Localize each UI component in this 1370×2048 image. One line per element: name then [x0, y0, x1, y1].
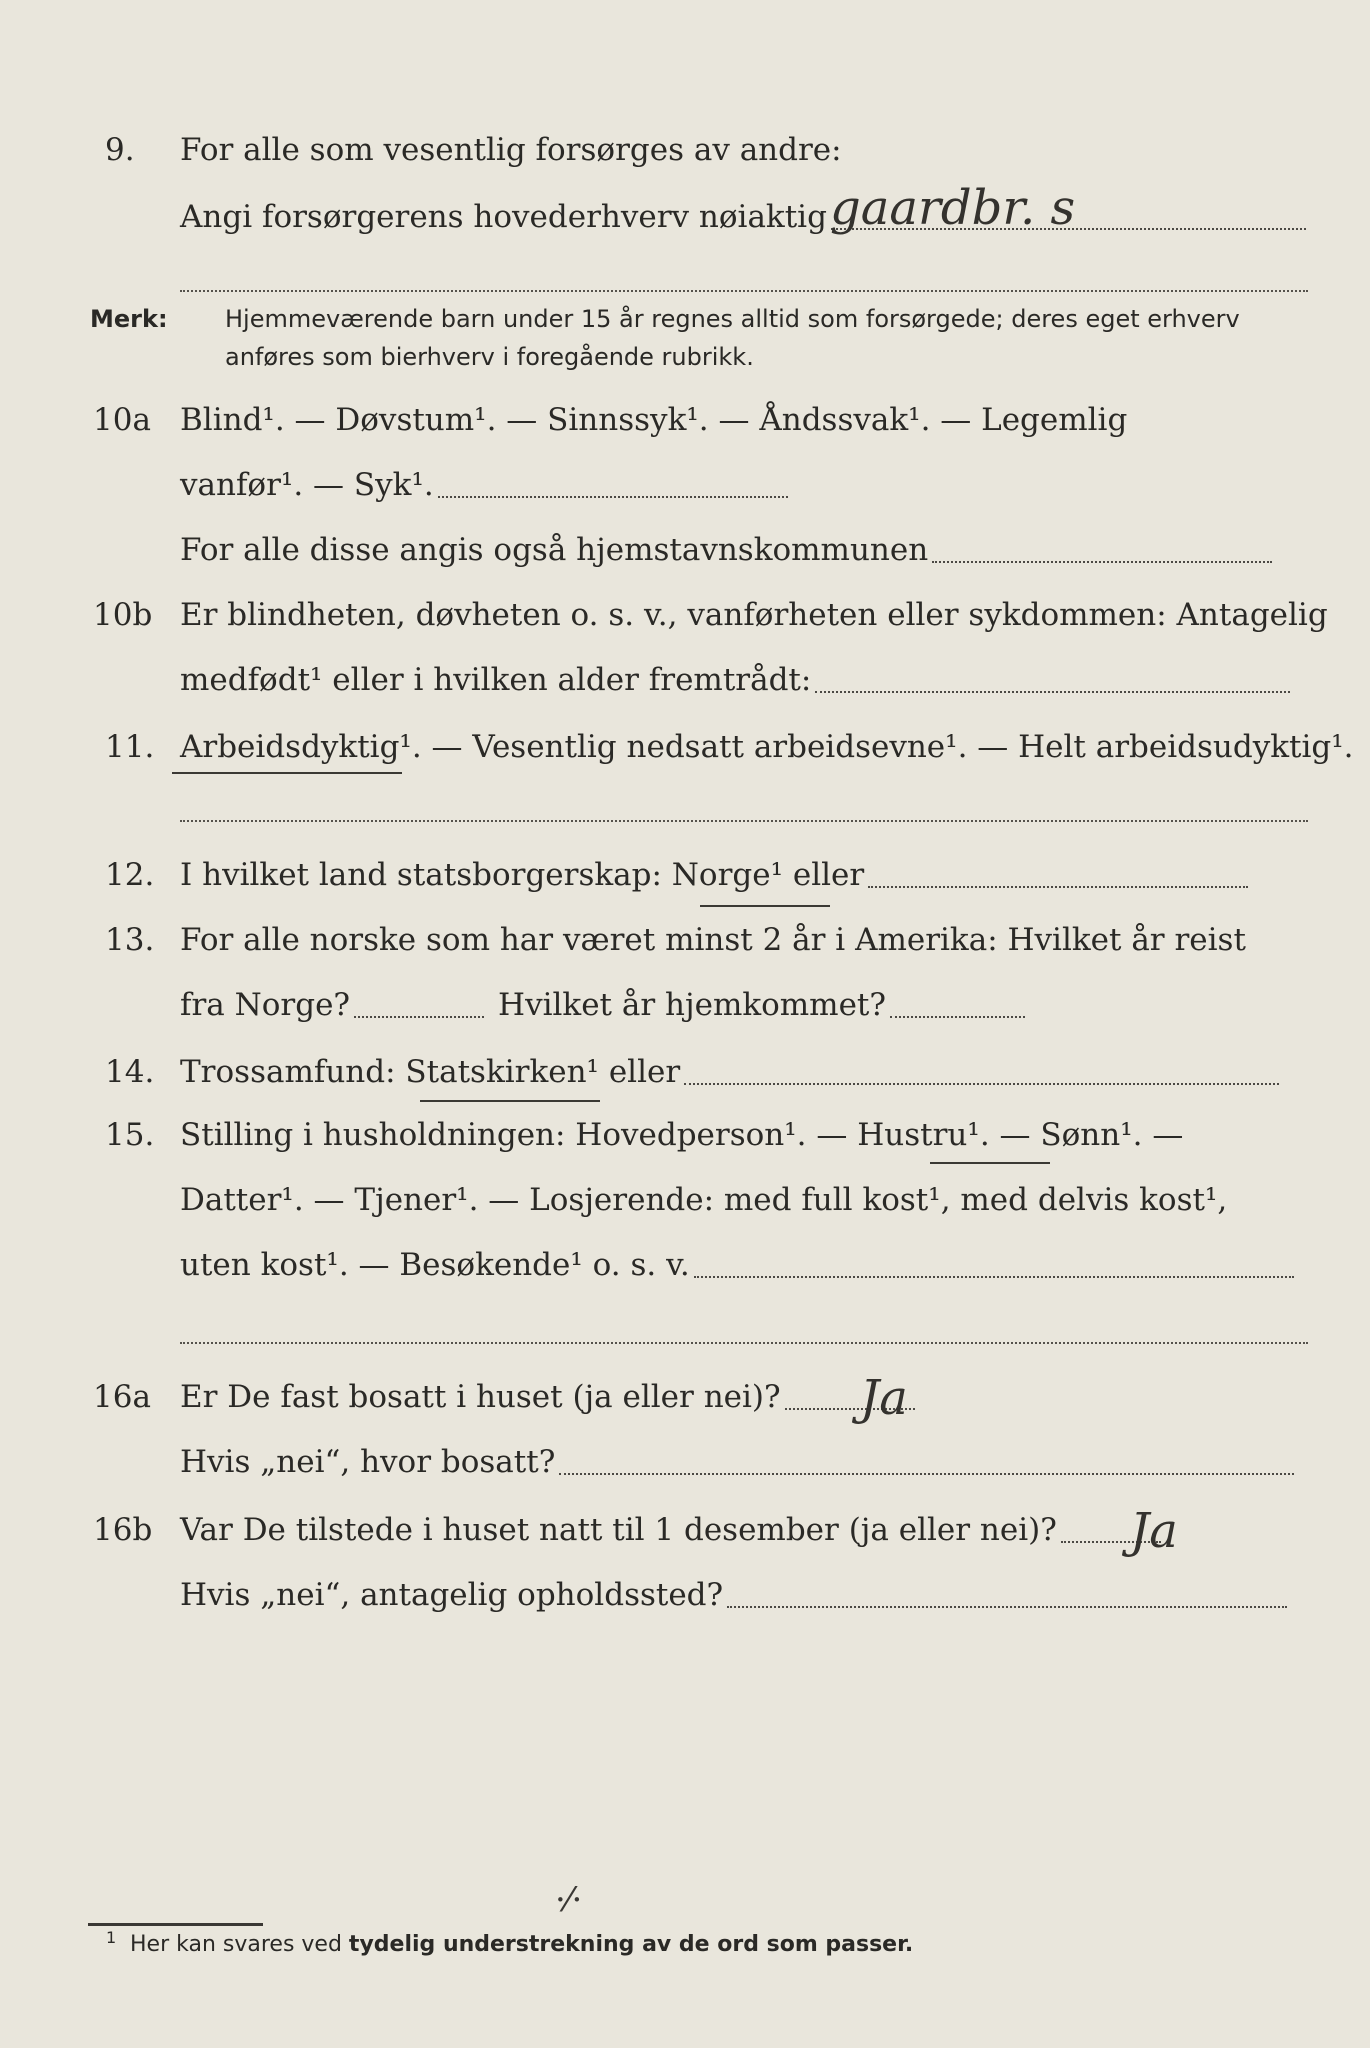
- q15-number: 15.: [105, 1117, 155, 1153]
- q12-handwritten-underline: [700, 905, 830, 907]
- q15-text3: uten kost¹. — Besøkende¹ o. s. v.: [180, 1247, 690, 1283]
- footnote: [106, 1928, 914, 1957]
- q15-text2: Datter¹. — Tjener¹. — Losjerende: med full kost¹, med delvis kost¹,: [180, 1182, 1228, 1218]
- q13-line2: [0, 980, 1370, 1030]
- q16b-handwritten-answer: Ja: [1130, 1503, 1178, 1559]
- q14-text: Trossamfund: Statskirken¹ eller: [180, 1054, 681, 1090]
- q10a-kommune-line: [932, 559, 1272, 563]
- q16a-bosatt-line: [559, 1471, 1294, 1475]
- q10a-text2: vanfør¹. — Syk¹.: [180, 467, 434, 503]
- q16a-line1: [0, 1372, 1370, 1422]
- footnote-text-plain: Her kan svares ved: [130, 1932, 342, 1957]
- q10a-text1: Blind¹. — Døvstum¹. — Sinnssyk¹. — Åndssvak¹. — Legemlig: [180, 402, 1128, 438]
- q13-reist-line: [354, 1014, 484, 1018]
- q14-number: 14.: [105, 1054, 155, 1090]
- q16a-line2: [0, 1437, 1370, 1487]
- q10b-line1: [0, 590, 1370, 640]
- q12-line1: [0, 850, 1370, 900]
- q10a-line1: [0, 395, 1370, 445]
- q10a-syk-line: [438, 494, 788, 498]
- q9-question: Angi forsørgerens hovederhverv nøiaktig: [180, 199, 827, 235]
- q13-text1: For alle norske som har været minst 2 år i Amerika: Hvilket år reist: [180, 922, 1246, 958]
- q16a-handwritten-answer: Ja: [860, 1370, 908, 1426]
- q12-answer-line: [868, 884, 1248, 888]
- merk-line1: Hjemmeværende barn under 15 år regnes alltid som forsørgede; deres eget erhverv: [225, 305, 1240, 333]
- q16b-line2: [0, 1570, 1370, 1620]
- q15-line2: [0, 1175, 1370, 1225]
- q10b-line2: [0, 655, 1370, 705]
- q9-text: For alle som vesentlig forsørges av andre:: [180, 132, 842, 168]
- q13-line1: [0, 915, 1370, 965]
- q12-number: 12.: [105, 857, 155, 893]
- q11-handwritten-underline: [172, 772, 402, 774]
- q10a-line3: [0, 525, 1370, 575]
- q11-extra-line: [180, 820, 1308, 822]
- q11-number: 11.: [105, 729, 155, 765]
- q10b-text1: Er blindheten, døvheten o. s. v., vanførheten eller sykdommen: Antagelig: [180, 597, 1328, 633]
- q9-line1: [0, 125, 1370, 175]
- q14-answer-line: [684, 1081, 1279, 1085]
- q16b-number: 16b: [93, 1512, 153, 1548]
- q10a-number: 10a: [93, 402, 151, 438]
- q15-handwritten-underline: [930, 1162, 1050, 1164]
- q13-text2a: fra Norge?: [180, 987, 351, 1023]
- q10b-number: 10b: [93, 597, 153, 633]
- q13-hjem-line: [890, 1014, 1025, 1018]
- q15-line1: [0, 1110, 1370, 1160]
- q9-extra-line: [180, 290, 1308, 292]
- footnote-text-bold: tydelig understrekning av de ord som passer.: [348, 1932, 914, 1957]
- q16b-text1: Var De tilstede i huset natt til 1 desember (ja eller nei)?: [180, 1512, 1057, 1548]
- footnote-divider: [88, 1923, 263, 1926]
- merk-label: Merk:: [90, 305, 168, 333]
- merk-line2: anføres som bierhverv i foregående rubrikk.: [225, 343, 754, 371]
- q15-line3: [0, 1240, 1370, 1290]
- q9-number: 9.: [105, 132, 135, 168]
- q9-handwritten-answer: gaardbr. s: [830, 180, 1076, 236]
- q16b-opholdssted-line: [727, 1604, 1287, 1608]
- footnote-marker: 1: [106, 1928, 117, 1947]
- q10a-text3: For alle disse angis også hjemstavnskommunen: [180, 532, 929, 568]
- q14-handwritten-underline: [420, 1100, 600, 1102]
- q10a-line2: [0, 460, 1370, 510]
- q16b-text2: Hvis „nei“, antagelig opholdssted?: [180, 1577, 724, 1613]
- q16a-text2: Hvis „nei“, hvor bosatt?: [180, 1444, 556, 1480]
- q15-text1: Stilling i husholdningen: Hovedperson¹. — Hustru¹. — Sønn¹. —: [180, 1117, 1184, 1153]
- q10b-answer-line: [815, 689, 1290, 693]
- pencil-mark: ·⁄·: [555, 1880, 583, 1920]
- q13-text2b: Hvilket år hjemkommet?: [498, 987, 887, 1023]
- q10b-text2: medfødt¹ eller i hvilken alder fremtrådt:: [180, 662, 812, 698]
- q14-line1: [0, 1047, 1370, 1097]
- q12-text: I hvilket land statsborgerskap: Norge¹ eller: [180, 857, 865, 893]
- q16a-text1: Er De fast bosatt i huset (ja eller nei)?: [180, 1379, 781, 1415]
- q16a-number: 16a: [93, 1379, 151, 1415]
- q15-extra-line: [180, 1342, 1308, 1344]
- q11-line1: [0, 722, 1370, 772]
- q15-answer-line: [694, 1274, 1294, 1278]
- q9-line2: [0, 192, 1370, 242]
- q11-text: Arbeidsdyktig¹. — Vesentlig nedsatt arbeidsevne¹. — Helt arbeidsudyktig¹.: [180, 729, 1354, 765]
- q13-number: 13.: [105, 922, 155, 958]
